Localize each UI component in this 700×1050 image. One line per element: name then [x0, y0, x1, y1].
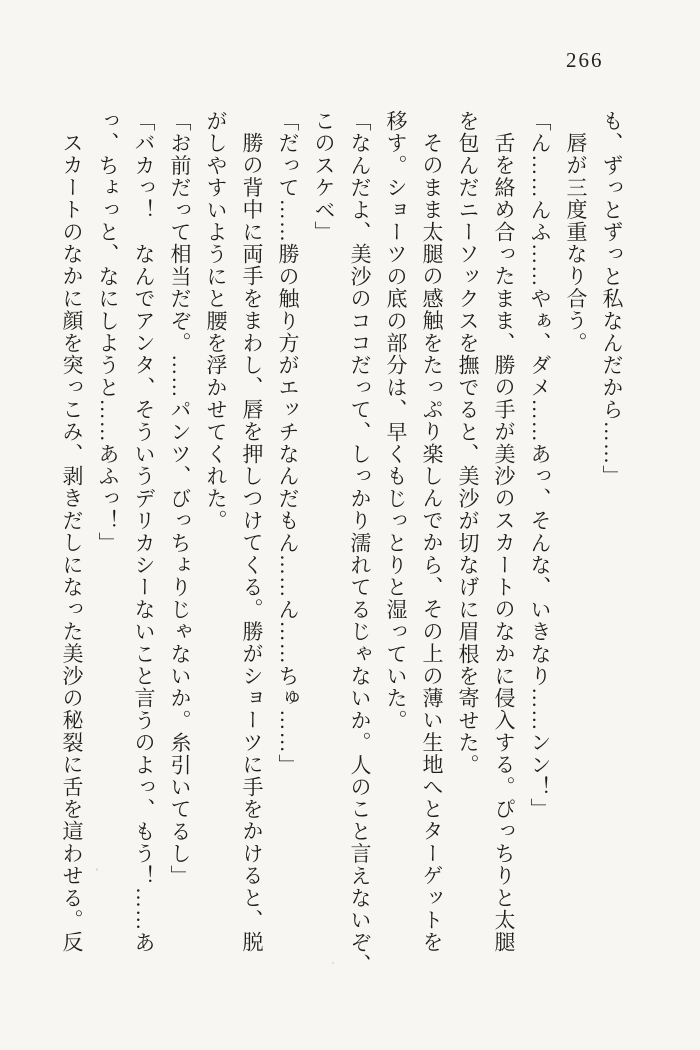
page-number: 266	[566, 48, 604, 72]
scan-speck	[214, 488, 217, 490]
text-line: 「だって……勝の触り方がエッチなんだもん……ん……ちゅ……」	[276, 110, 300, 776]
text-line: 「バカっ！ なんでアンタ、そういうデリカシーないこと言うのよっ、もう！……あ	[132, 110, 156, 954]
text-line: 移す。ショーツの底の部分は、早くもじっとりと湿っていた。	[384, 110, 408, 732]
text-line: 「お前だって相当だぞ。……パンツ、びっちょりじゃないか。糸引いてるし」	[168, 110, 192, 887]
text-line: っ、ちょっと、なにしようと……あふっ！」	[96, 110, 120, 554]
text-line: スカートのなかに顔を突っこみ、剥きだしになった美沙の秘裂に舌を這わせる。反	[60, 132, 84, 954]
scan-speck	[96, 868, 98, 871]
text-line: そのまま太腿の感触をたっぷり楽しんでから、その上の薄い生地へとターゲットを	[420, 132, 444, 954]
text-line: 勝の背中に両手をまわし、唇を押しつけてくる。勝がショーツに手をかけると、脱	[240, 132, 264, 954]
text-line: 唇が三度重なり合う。	[564, 132, 588, 354]
text-line: このスケベ」	[312, 110, 336, 244]
text-columns	[54, 110, 630, 976]
text-line: 舌を絡め合ったまま、勝の手が美沙のスカートのなかに侵入する。ぴっちりと太腿	[492, 132, 516, 954]
text-line: 「ん……んふ……やぁ、ダメ……あっ、そんな、いきなり……ンン！」	[528, 110, 552, 821]
text-line: も、ずっとずっと私なんだから……」	[600, 110, 624, 488]
text-line: がしやすいようにと腰を浮かせてくれた。	[204, 110, 228, 532]
text-line: 「なんだよ、美沙のココだって、しっかり濡れてるじゃないか。人のこと言えないぞ、	[348, 110, 372, 976]
text-line: を包んだニーソックスを撫でると、美沙が切なげに眉根を寄せた。	[456, 110, 480, 776]
scan-speck	[332, 962, 334, 964]
